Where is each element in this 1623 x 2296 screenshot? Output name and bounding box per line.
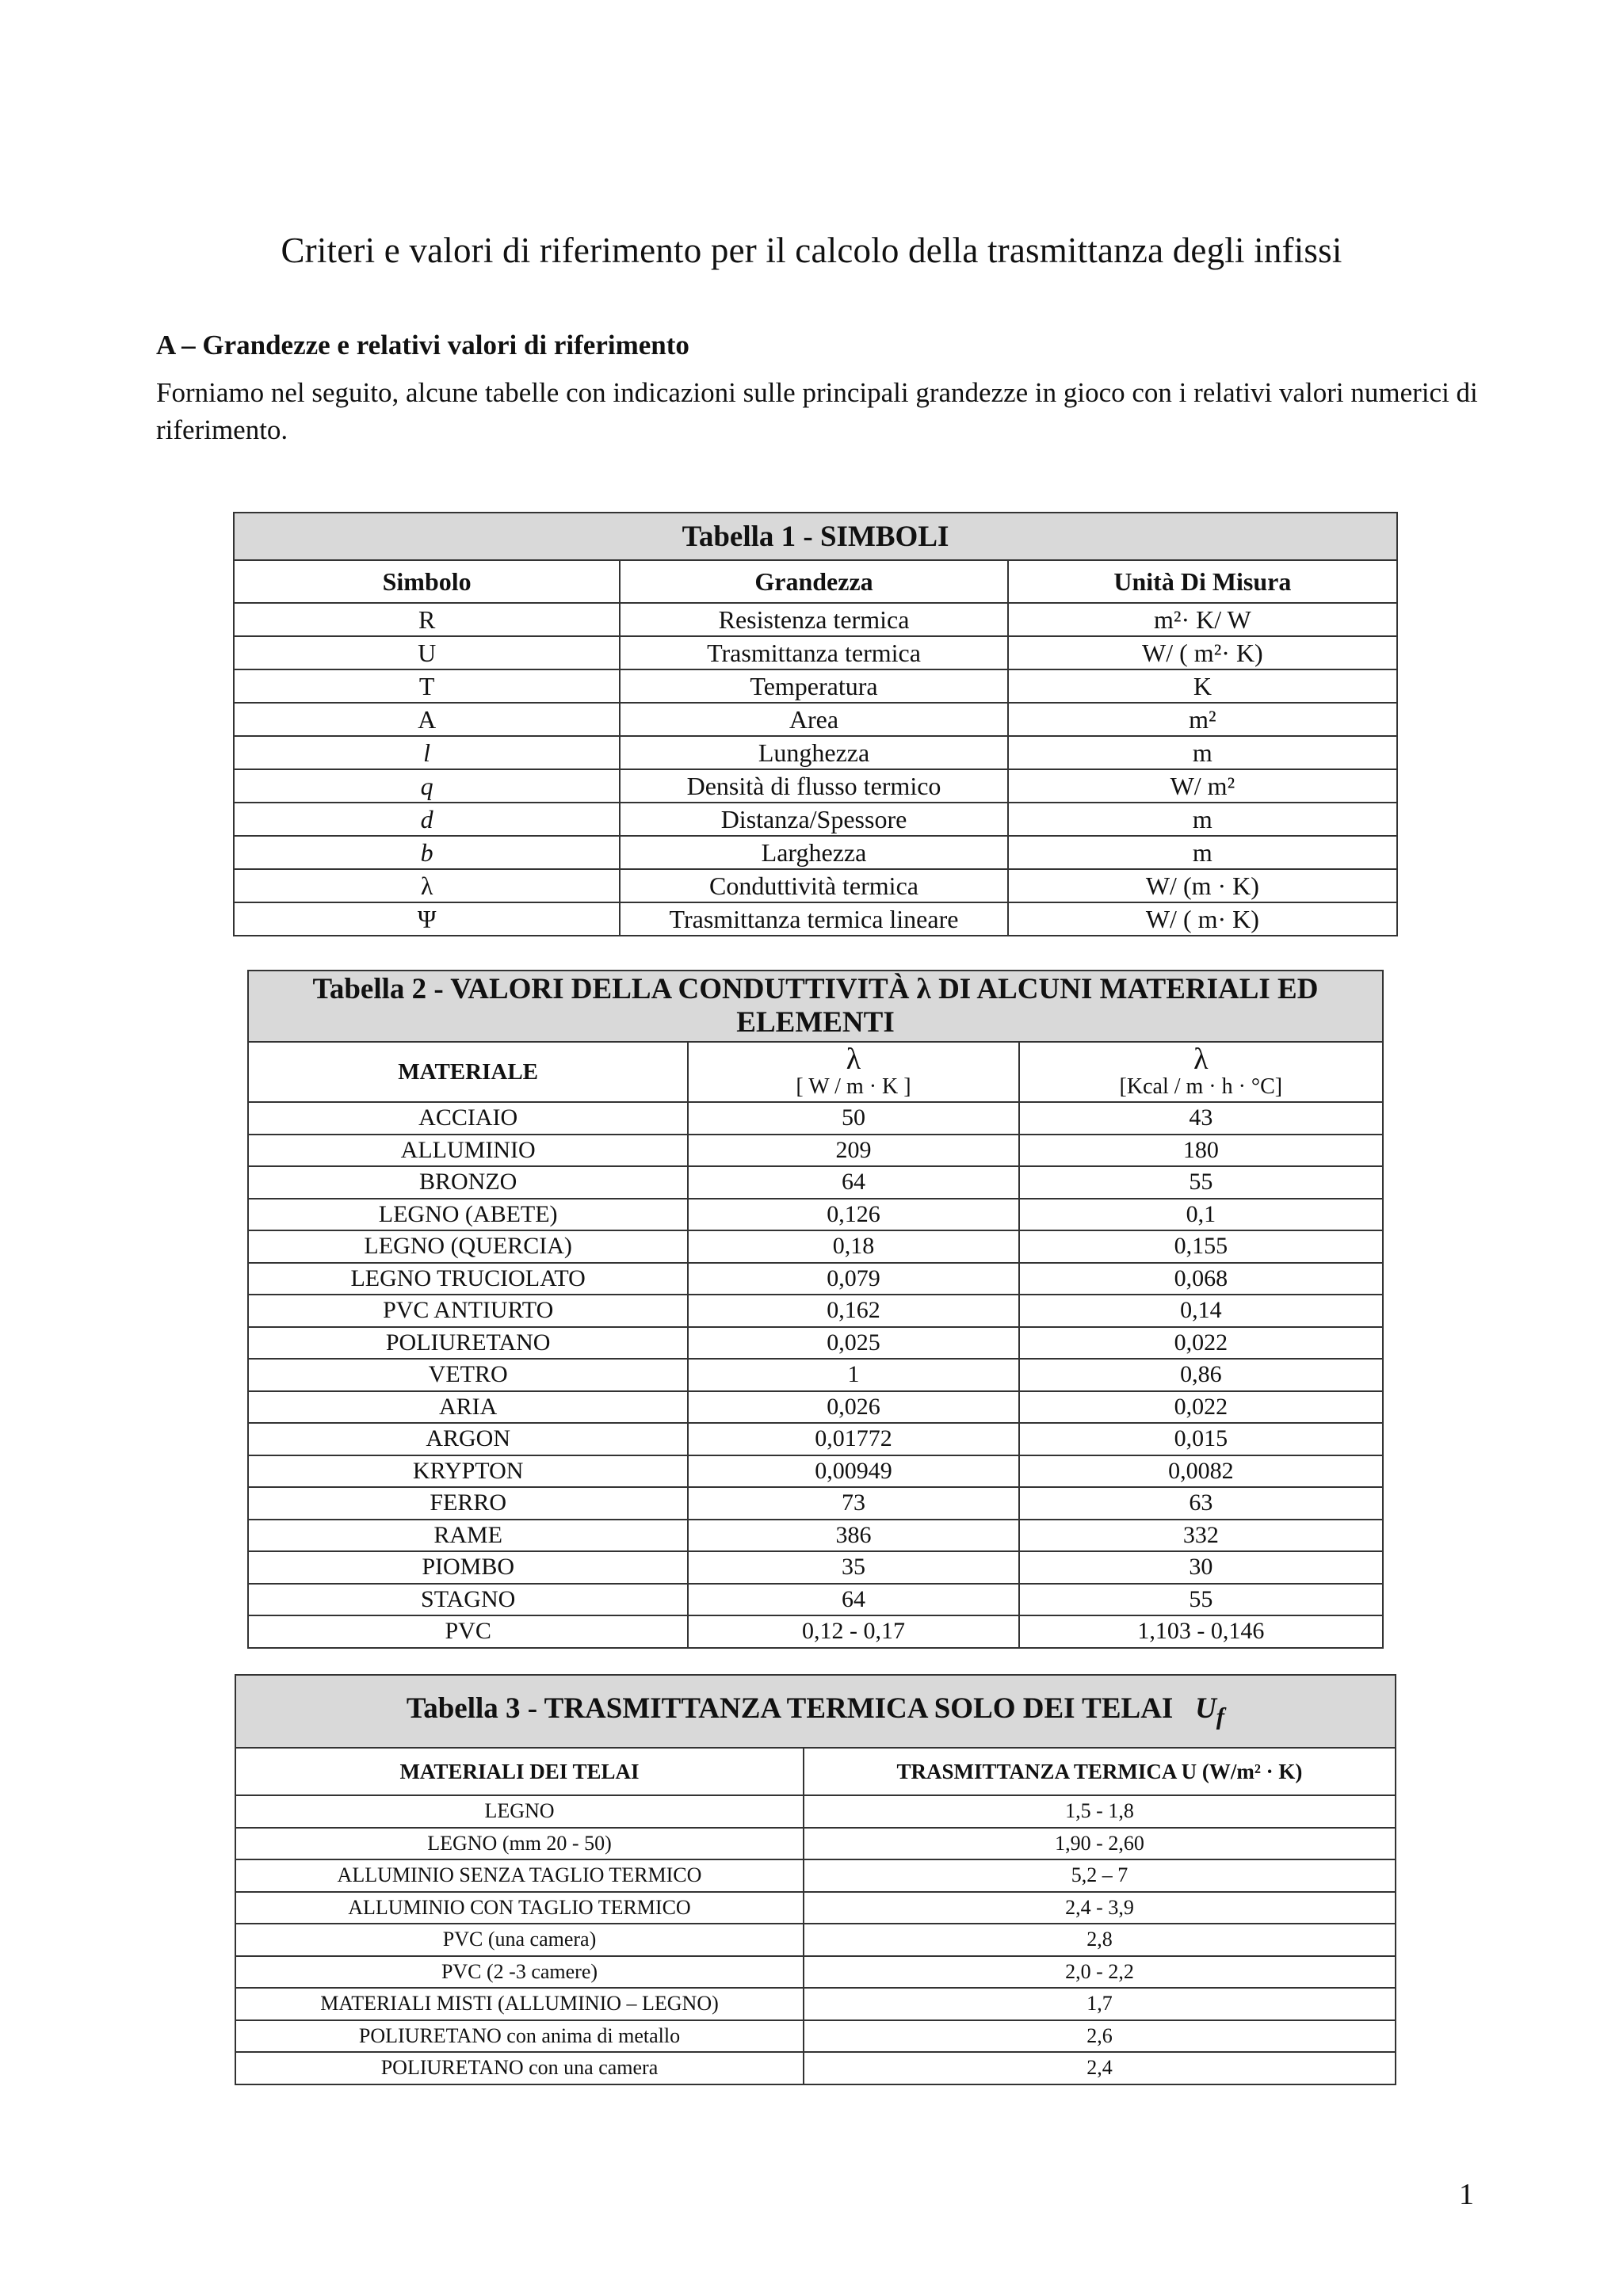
material-cell: LEGNO (QUERCIA) xyxy=(248,1230,688,1263)
table-row xyxy=(248,1199,1383,1231)
lambda-kcal-cell: 0,022 xyxy=(1019,1327,1383,1360)
quantity-cell: Trasmittanza termica lineare xyxy=(620,902,1008,936)
symbols-table xyxy=(233,512,1398,936)
quantity-cell: Densità di flusso termico xyxy=(620,769,1008,803)
material-cell: LEGNO TRUCIOLATO xyxy=(248,1263,688,1295)
symbol-cell: Ψ xyxy=(234,902,620,936)
table3-caption-subscript: f xyxy=(1216,1703,1225,1730)
transmittance-cell: 2,0 - 2,2 xyxy=(804,1956,1396,1989)
lambda-kcal-cell: 1,103 - 0,146 xyxy=(1019,1615,1383,1648)
table-row xyxy=(248,1102,1383,1135)
table3-caption-text: Tabella 3 - TRASMITTANZA TERMICA SOLO DEI TELAI xyxy=(406,1692,1174,1726)
table1-header-unit: Unità Di Misura xyxy=(1008,560,1397,603)
frame-material-cell: MATERIALI MISTI (ALLUMINIO – LEGNO) xyxy=(235,1988,804,2020)
lambda-si-cell: 0,01772 xyxy=(688,1423,1018,1455)
material-cell: PVC xyxy=(248,1615,688,1648)
table-row xyxy=(248,1551,1383,1584)
table-row xyxy=(248,1615,1383,1648)
table-row xyxy=(235,1892,1396,1924)
table2-unit-si: [ W / m · K ] xyxy=(796,1074,911,1099)
table-row xyxy=(235,1859,1396,1892)
lambda-si-cell: 64 xyxy=(688,1166,1018,1199)
material-cell: RAME xyxy=(248,1520,688,1552)
table2-unit-kcal: [Kcal / m · h · °C] xyxy=(1119,1074,1283,1099)
document-title: Criteri e valori di riferimento per il calcolo della trasmittanza degli infissi xyxy=(281,231,1342,270)
lambda-si-cell: 209 xyxy=(688,1135,1018,1167)
unit-cell: m xyxy=(1008,836,1397,869)
material-cell: FERRO xyxy=(248,1487,688,1520)
frame-material-cell: LEGNO (mm 20 - 50) xyxy=(235,1828,804,1860)
transmittance-cell: 1,7 xyxy=(804,1988,1396,2020)
lambda-si-cell: 0,12 - 0,17 xyxy=(688,1615,1018,1648)
material-cell: ARIA xyxy=(248,1391,688,1424)
lambda-symbol: λ xyxy=(1193,1043,1209,1076)
lambda-si-cell: 386 xyxy=(688,1520,1018,1552)
symbol-cell: U xyxy=(234,636,620,669)
frame-material-cell: POLIURETANO con una camera xyxy=(235,2052,804,2084)
unit-cell: m² xyxy=(1008,703,1397,736)
table-row xyxy=(248,1327,1383,1360)
transmittance-cell: 2,8 xyxy=(804,1924,1396,1956)
lambda-kcal-cell: 30 xyxy=(1019,1551,1383,1584)
lambda-si-cell: 0,18 xyxy=(688,1230,1018,1263)
unit-cell: m²· K/ W xyxy=(1008,603,1397,636)
table-row xyxy=(235,1795,1396,1828)
table-row xyxy=(234,669,1397,703)
intro-paragraph: Forniamo nel seguito, alcune tabelle con indicazioni sulle principali grandezze in gioco con i relativi valori numerici di riferimento. xyxy=(156,377,1478,445)
material-cell: ACCIAIO xyxy=(248,1102,688,1135)
transmittance-cell: 2,6 xyxy=(804,2020,1396,2053)
symbol-cell: A xyxy=(234,703,620,736)
lambda-si-cell: 73 xyxy=(688,1487,1018,1520)
table-row xyxy=(248,1455,1383,1488)
unit-cell: K xyxy=(1008,669,1397,703)
lambda-kcal-cell: 332 xyxy=(1019,1520,1383,1552)
frame-material-cell: PVC (una camera) xyxy=(235,1924,804,1956)
lambda-si-cell: 1 xyxy=(688,1359,1018,1391)
transmittance-cell: 2,4 - 3,9 xyxy=(804,1892,1396,1924)
table-row xyxy=(248,1230,1383,1263)
frame-material-cell: PVC (2 -3 camere) xyxy=(235,1956,804,1989)
transmittance-cell: 2,4 xyxy=(804,2052,1396,2084)
lambda-kcal-cell: 55 xyxy=(1019,1584,1383,1616)
material-cell: KRYPTON xyxy=(248,1455,688,1488)
table-row xyxy=(248,1135,1383,1167)
lambda-kcal-cell: 55 xyxy=(1019,1166,1383,1199)
table-row xyxy=(248,1423,1383,1455)
lambda-kcal-cell: 0,0082 xyxy=(1019,1455,1383,1488)
table-row xyxy=(248,1263,1383,1295)
transmittance-cell: 1,90 - 2,60 xyxy=(804,1828,1396,1860)
unit-cell: m xyxy=(1008,803,1397,836)
table-row xyxy=(235,2020,1396,2053)
table-row xyxy=(234,636,1397,669)
material-cell: PVC ANTIURTO xyxy=(248,1295,688,1327)
table1-caption: Tabella 1 - SIMBOLI xyxy=(234,513,1397,560)
lambda-si-cell: 0,00949 xyxy=(688,1455,1018,1488)
unit-cell: W/ ( m²· K) xyxy=(1008,636,1397,669)
lambda-kcal-cell: 0,068 xyxy=(1019,1263,1383,1295)
material-cell: POLIURETANO xyxy=(248,1327,688,1360)
table-row xyxy=(248,1166,1383,1199)
quantity-cell: Lunghezza xyxy=(620,736,1008,769)
unit-cell: W/ ( m· K) xyxy=(1008,902,1397,936)
quantity-cell: Temperatura xyxy=(620,669,1008,703)
symbol-cell: R xyxy=(234,603,620,636)
table1-header-symbol: Simbolo xyxy=(234,560,620,603)
table-row xyxy=(248,1584,1383,1616)
table-row xyxy=(234,869,1397,902)
table-row xyxy=(234,736,1397,769)
unit-cell: m xyxy=(1008,736,1397,769)
lambda-si-cell: 0,025 xyxy=(688,1327,1018,1360)
frame-material-cell: LEGNO xyxy=(235,1795,804,1828)
material-cell: PIOMBO xyxy=(248,1551,688,1584)
lambda-si-cell: 35 xyxy=(688,1551,1018,1584)
table-row xyxy=(235,2052,1396,2084)
lambda-symbol: λ xyxy=(846,1043,861,1076)
section-heading: A – Grandezze e relativi valori di riferimento xyxy=(156,330,689,360)
symbol-cell: T xyxy=(234,669,620,703)
material-cell: VETRO xyxy=(248,1359,688,1391)
quantity-cell: Distanza/Spessore xyxy=(620,803,1008,836)
unit-cell: W/ (m · K) xyxy=(1008,869,1397,902)
table3-caption-symbol: U xyxy=(1195,1692,1216,1726)
table2-header-lambda-si xyxy=(688,1042,1018,1102)
quantity-cell: Conduttività termica xyxy=(620,869,1008,902)
table-row xyxy=(248,1391,1383,1424)
lambda-si-cell: 0,026 xyxy=(688,1391,1018,1424)
transmittance-cell: 5,2 – 7 xyxy=(804,1859,1396,1892)
quantity-cell: Trasmittanza termica xyxy=(620,636,1008,669)
lambda-kcal-cell: 0,86 xyxy=(1019,1359,1383,1391)
table1-header-quantity: Grandezza xyxy=(620,560,1008,603)
frame-material-cell: ALLUMINIO CON TAGLIO TERMICO xyxy=(235,1892,804,1924)
table3-header-transmittance: TRASMITTANZA TERMICA U (W/m² · K) xyxy=(804,1748,1396,1795)
lambda-si-cell: 0,162 xyxy=(688,1295,1018,1327)
table-row xyxy=(235,1988,1396,2020)
material-cell: ALLUMINIO xyxy=(248,1135,688,1167)
conductivity-table xyxy=(247,970,1384,1649)
table-row xyxy=(234,803,1397,836)
table3-header-material: MATERIALI DEI TELAI xyxy=(235,1748,804,1795)
table-row xyxy=(235,1828,1396,1860)
transmittance-cell: 1,5 - 1,8 xyxy=(804,1795,1396,1828)
table2-header-material: MATERIALE xyxy=(248,1042,688,1102)
table3-caption xyxy=(235,1675,1396,1748)
material-cell: STAGNO xyxy=(248,1584,688,1616)
table-row xyxy=(234,836,1397,869)
lambda-kcal-cell: 0,155 xyxy=(1019,1230,1383,1263)
lambda-si-cell: 50 xyxy=(688,1102,1018,1135)
lambda-si-cell: 0,126 xyxy=(688,1199,1018,1231)
lambda-kcal-cell: 180 xyxy=(1019,1135,1383,1167)
table-row xyxy=(235,1924,1396,1956)
lambda-kcal-cell: 0,14 xyxy=(1019,1295,1383,1327)
lambda-kcal-cell: 43 xyxy=(1019,1102,1383,1135)
table-row xyxy=(235,1956,1396,1989)
lambda-si-cell: 64 xyxy=(688,1584,1018,1616)
lambda-kcal-cell: 0,022 xyxy=(1019,1391,1383,1424)
symbol-cell: b xyxy=(234,836,620,869)
lambda-kcal-cell: 0,015 xyxy=(1019,1423,1383,1455)
table-row xyxy=(234,902,1397,936)
table-row xyxy=(248,1295,1383,1327)
material-cell: BRONZO xyxy=(248,1166,688,1199)
material-cell: ARGON xyxy=(248,1423,688,1455)
quantity-cell: Area xyxy=(620,703,1008,736)
lambda-kcal-cell: 63 xyxy=(1019,1487,1383,1520)
frame-material-cell: POLIURETANO con anima di metallo xyxy=(235,2020,804,2053)
table-row xyxy=(234,703,1397,736)
material-cell: LEGNO (ABETE) xyxy=(248,1199,688,1231)
quantity-cell: Larghezza xyxy=(620,836,1008,869)
symbol-cell: d xyxy=(234,803,620,836)
symbol-cell: q xyxy=(234,769,620,803)
table-row xyxy=(234,603,1397,636)
frame-transmittance-table xyxy=(235,1674,1396,2085)
table-row xyxy=(234,769,1397,803)
page-number: 1 xyxy=(1459,2178,1474,2211)
table2-caption: Tabella 2 - VALORI DELLA CONDUTTIVITÀ λ DI ALCUNI MATERIALI ED ELEMENTI xyxy=(248,971,1383,1042)
frame-material-cell: ALLUMINIO SENZA TAGLIO TERMICO xyxy=(235,1859,804,1892)
table-row xyxy=(248,1520,1383,1552)
symbol-cell: λ xyxy=(234,869,620,902)
symbol-cell: l xyxy=(234,736,620,769)
lambda-si-cell: 0,079 xyxy=(688,1263,1018,1295)
table-row xyxy=(248,1359,1383,1391)
unit-cell: W/ m² xyxy=(1008,769,1397,803)
quantity-cell: Resistenza termica xyxy=(620,603,1008,636)
table2-header-lambda-kcal xyxy=(1019,1042,1383,1102)
lambda-kcal-cell: 0,1 xyxy=(1019,1199,1383,1231)
table-row xyxy=(248,1487,1383,1520)
